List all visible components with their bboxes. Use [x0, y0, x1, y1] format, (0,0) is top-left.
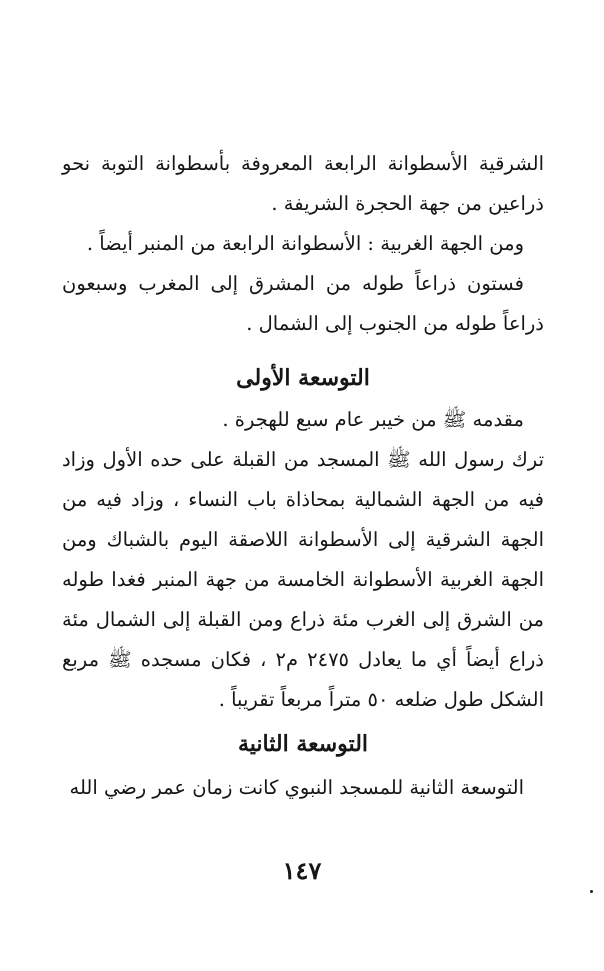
paragraph: ومن الجهة الغربية : الأسطوانة الرابعة من المنبر أيضاً . — [86, 232, 524, 255]
paragraph: الشرقية الأسطوانة الرابعة المعروفة بأسطوانة التوبة نحو ذراعين من جهة الحجرة الشريفة . — [62, 152, 544, 215]
page-number: ١٤٧ — [282, 856, 322, 885]
section-heading-second-expansion: التوسعة الثانية — [237, 731, 369, 757]
paragraph: ترك رسول الله ﷺ المسجد من القبلة على حده الأول وزاد فيه من الجهة الشمالية بمحاذاة باب النساء ، وزاد فيه من الجهة الشرقية إلى الأسطوانة اللاصقة اليوم بالشباك ومن الجهة الغربية الأسطوانة الخامسة من جهة المنبر فغدا طوله من الشرق إلى الغرب مئة ذراع ومن القبلة إلى الشمال مئة ذراع أيضاً أي ما يعادل ٢٤٧٥ م٢ ، فكان مسجده ﷺ مربع الشكل طول ضلعه ٥٠ متراً مربعاً تقريباً . — [62, 448, 544, 711]
paragraph: التوسعة الثانية للمسجد النبوي كانت زمان عمر رضي الله — [69, 776, 524, 799]
paragraph: فستون ذراعاً طوله من المشرق إلى المغرب وسبعون ذراعاً طوله من الجنوب إلى الشمال . — [62, 272, 544, 335]
text-block-3 — [62, 768, 544, 808]
text-block-1 — [62, 144, 544, 344]
scan-speck — [590, 890, 593, 893]
text-block-2 — [62, 400, 544, 720]
paragraph: مقدمه ﷺ من خيبر عام سبع للهجرة . — [222, 408, 524, 431]
section-heading-first-expansion: التوسعة الأولى — [236, 365, 370, 391]
